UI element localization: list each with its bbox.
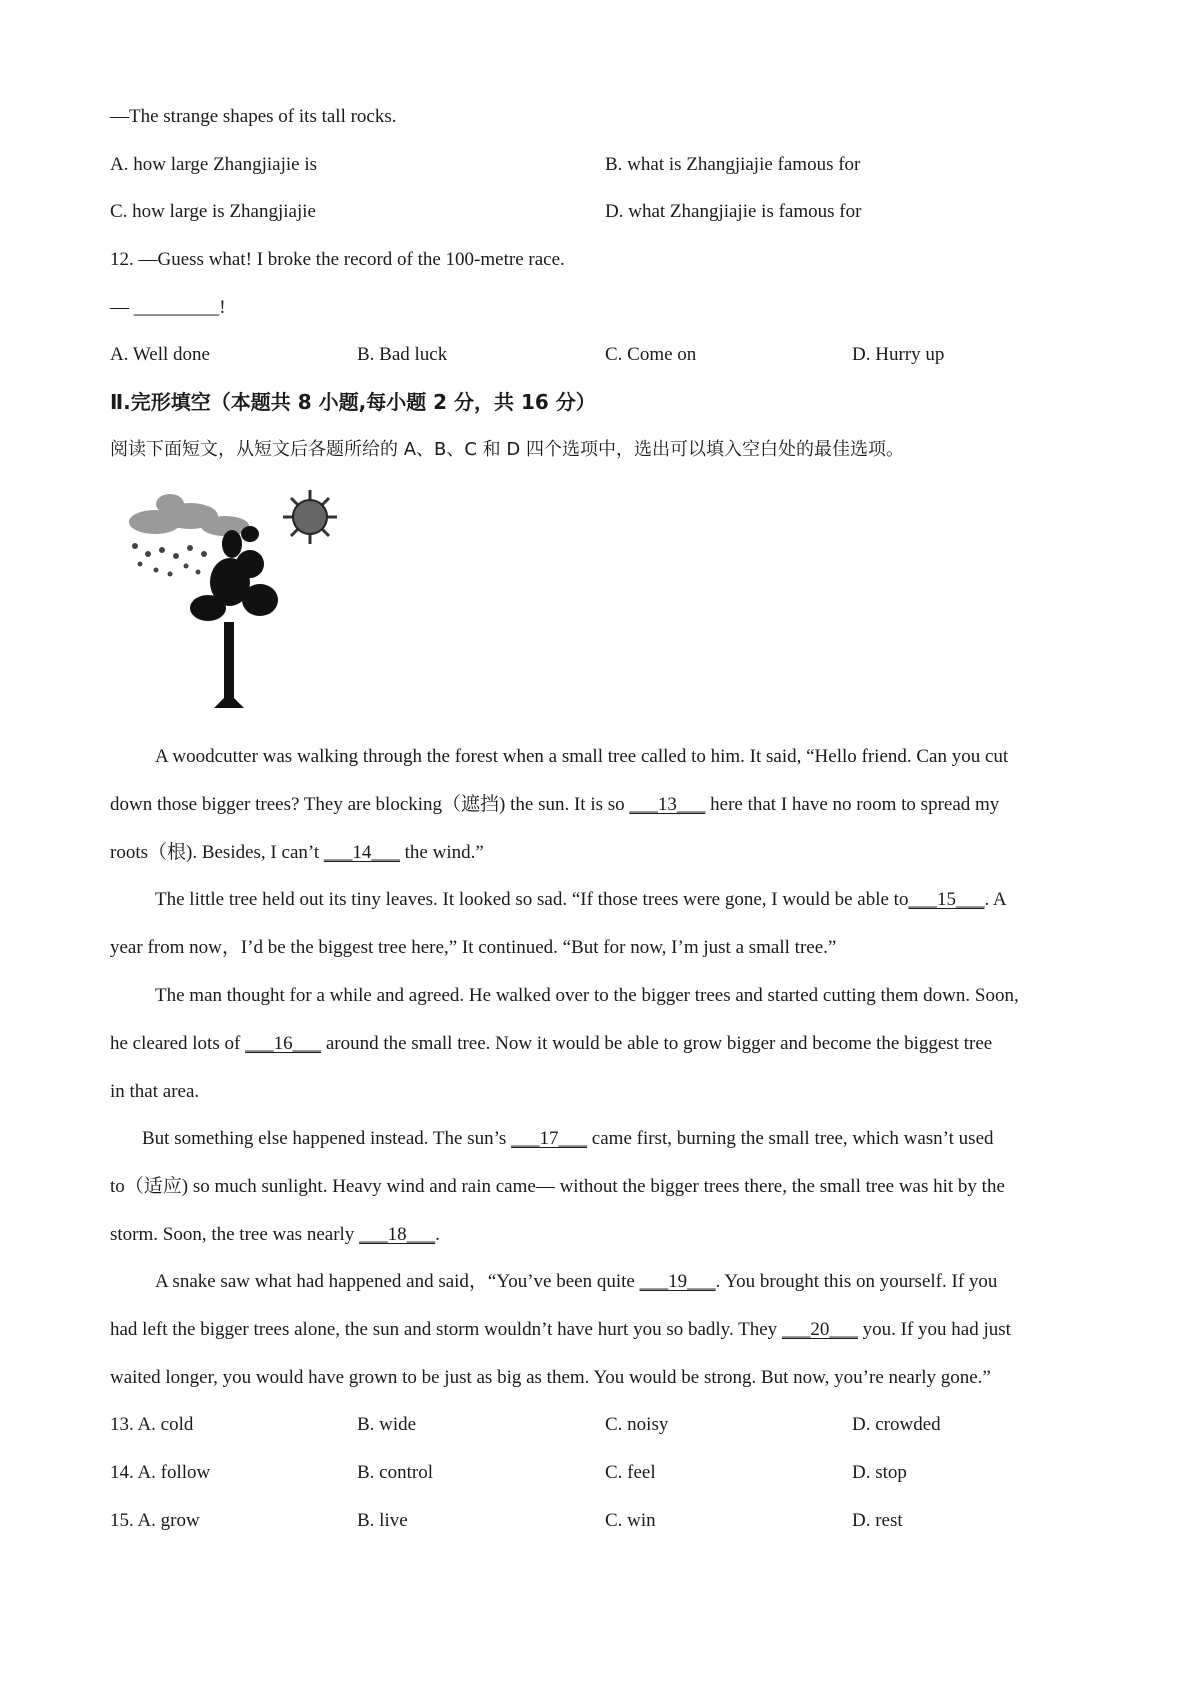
p5-line-2-start: had left the bigger trees alone, the sun and storm wouldn’t have hurt you so badly. They xyxy=(110,1319,782,1340)
blank-18: ___18___ xyxy=(359,1224,436,1245)
q12-option-b: B. Bad luck xyxy=(357,344,448,365)
q14-option-b: B. control xyxy=(357,1462,433,1483)
tree-sun-rain-illustration xyxy=(110,482,340,714)
p4-line-1-start: But something else happened instead. The sun’s xyxy=(142,1128,512,1149)
p4-line-1 xyxy=(142,1127,994,1151)
q12-option-d: D. Hurry up xyxy=(852,344,945,365)
q15-option-b: B. live xyxy=(357,1510,408,1531)
sun-icon xyxy=(283,490,337,544)
p2-line-1 xyxy=(155,888,1007,912)
p1-line-2-start: down those bigger trees? They are blocking（遮挡) the sun. It is so xyxy=(110,794,630,815)
p4-line-2: to（适应) so much sunlight. Heavy wind and rain came— without the bigger trees there, the small tree was hit by the xyxy=(110,1176,1005,1197)
section-title: Ⅱ.完形填空（本题共 8 小题,每小题 2 分，共 16 分） xyxy=(110,390,596,414)
q14-option-a: 14. A. follow xyxy=(110,1462,211,1483)
q12-reply xyxy=(110,296,226,320)
p1-line-2 xyxy=(110,793,999,817)
q12-option-c: C. Come on xyxy=(605,344,697,365)
q12-reply-dash: — xyxy=(110,297,129,318)
p1-line-3-start: roots（根). Besides, I can’t xyxy=(110,842,324,863)
blank-20: ___20___ xyxy=(781,1319,858,1340)
q14-option-d: D. stop xyxy=(852,1462,907,1483)
p5-line-1 xyxy=(155,1270,997,1294)
p3-line-2-start: he cleared lots of xyxy=(110,1033,246,1054)
p5-line-2 xyxy=(110,1318,1011,1342)
q11-option-c: C. how large is Zhangjiajie xyxy=(110,201,316,222)
p5-line-1-end: . You brought this on yourself. If you xyxy=(715,1271,998,1292)
q12-reply-end: ! xyxy=(219,297,226,318)
section-instruction: 阅读下面短文，从短文后各题所给的 A、B、C 和 D 四个选项中，选出可以填入空白处的最佳选项。 xyxy=(110,439,904,460)
p2-line-1-end: . A xyxy=(984,889,1007,910)
q13-option-b: B. wide xyxy=(357,1414,417,1435)
q14-option-c: C. feel xyxy=(605,1462,656,1483)
q15-option-c: C. win xyxy=(605,1510,656,1531)
q15-option-d: D. rest xyxy=(852,1510,903,1531)
p3-line-2-end: around the small tree. Now it would be able to grow bigger and become the biggest tree xyxy=(321,1033,993,1054)
q12-question: 12. —Guess what! I broke the record of the 100-metre race. xyxy=(110,249,565,270)
q11-option-b: B. what is Zhangjiajie famous for xyxy=(605,154,861,175)
p5-line-2-end: you. If you had just xyxy=(857,1319,1011,1340)
q11-option-d: D. what Zhangjiajie is famous for xyxy=(605,201,862,222)
q12-reply-blank: _________ xyxy=(133,297,220,318)
blank-14: ___14___ xyxy=(323,842,400,863)
p3-line-2 xyxy=(110,1032,992,1056)
p4-line-3 xyxy=(110,1223,440,1247)
blank-13: ___13___ xyxy=(629,794,706,815)
blank-16: ___16___ xyxy=(245,1033,322,1054)
blank-15: ___15___ xyxy=(908,889,985,910)
p5-line-1-start: A snake saw what had happened and said，“You’ve been quite xyxy=(155,1271,640,1292)
p4-line-1-end: came first, burning the small tree, which wasn’t used xyxy=(587,1128,994,1149)
blank-17: ___17___ xyxy=(511,1128,588,1149)
q15-option-a: 15. A. grow xyxy=(110,1510,200,1531)
cloud-icon xyxy=(129,494,249,536)
p5-line-3: waited longer, you would have grown to be just as big as them. You would be strong. But now, you’re nearly gone.” xyxy=(110,1367,991,1388)
q13-option-d: D. crowded xyxy=(852,1414,941,1435)
q11-answer-line: —The strange shapes of its tall rocks. xyxy=(110,106,397,127)
p3-line-1: The man thought for a while and agreed. He walked over to the bigger trees and started cutting them down. Soon, xyxy=(155,985,1019,1006)
p1-line-2-end: here that I have no room to spread my xyxy=(705,794,1000,815)
story-illustration xyxy=(110,482,340,714)
p1-line-1: A woodcutter was walking through the forest when a small tree called to him. It said, “Hello friend. Can you cut xyxy=(155,746,1009,767)
p1-line-3-end: the wind.” xyxy=(399,842,484,863)
p3-line-3: in that area. xyxy=(110,1081,200,1102)
p2-line-2: year from now，I’d be the biggest tree here,” It continued. “But for now, I’m just a small tree.” xyxy=(110,937,837,958)
raindrops-icon xyxy=(132,543,207,577)
p4-line-3-start: storm. Soon, the tree was nearly xyxy=(110,1224,360,1245)
q12-option-a: A. Well done xyxy=(110,344,210,365)
q13-option-a: 13. A. cold xyxy=(110,1414,194,1435)
blank-19: ___19___ xyxy=(639,1271,716,1292)
p4-line-3-end: . xyxy=(435,1224,440,1245)
q13-option-c: C. noisy xyxy=(605,1414,669,1435)
p2-line-1-start: The little tree held out its tiny leaves. It looked so sad. “If those trees were gone, I would be able to xyxy=(155,889,909,910)
p1-line-3 xyxy=(110,841,484,865)
q11-option-a: A. how large Zhangjiajie is xyxy=(110,154,318,175)
